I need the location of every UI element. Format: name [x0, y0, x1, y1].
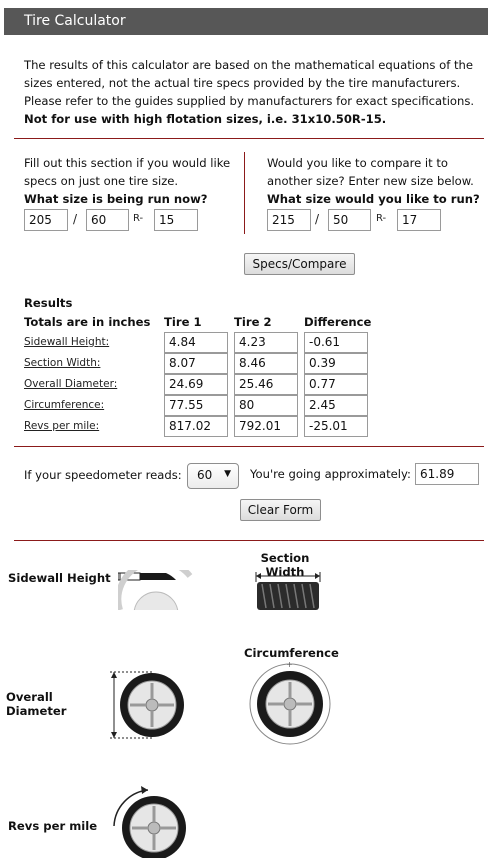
section-width-diagram [252, 572, 324, 612]
tire2-section [267, 154, 482, 208]
tire1-width-input[interactable]: 205 [24, 209, 68, 231]
page-title: Tire Calculator [4, 8, 488, 35]
divider [14, 138, 484, 139]
result-diff-field[interactable]: 0.39 [304, 353, 368, 374]
rim-prefix: R- [376, 213, 387, 224]
divider [14, 446, 484, 447]
result-tire2-field[interactable]: 8.46 [234, 353, 298, 374]
rim-prefix: R- [133, 213, 144, 224]
sidewall-height-label: Sidewall Height [8, 571, 111, 585]
tire1-ratio-input[interactable]: 60 [86, 209, 129, 231]
tire2-width-input[interactable]: 215 [267, 209, 311, 231]
result-diff-field[interactable]: -0.61 [304, 332, 368, 353]
tire1-rim-input[interactable]: 15 [154, 209, 198, 231]
section-width-label-line2: Width [265, 565, 305, 579]
result-diff-field[interactable]: -25.01 [304, 416, 368, 437]
result-tire1-field[interactable]: 4.84 [164, 332, 228, 353]
tire1-section [24, 154, 234, 208]
svg-text:+: + [286, 660, 293, 669]
revs-per-mile-label: Revs per mile [8, 819, 98, 833]
result-tire1-field[interactable]: 817.02 [164, 416, 228, 437]
separator: / [315, 212, 320, 226]
intro-description: The results of this calculator are based on the mathematical equations of the sizes entered, not the actual tire specs provided by the tire manufacturers. Please refer to the guides supplied by manufacturers for exact specifications. [24, 58, 475, 108]
result-row-label: Circumference: [24, 399, 105, 411]
overall-diameter-diagram [108, 670, 190, 740]
approx-speed-label: You're going approximately: [250, 467, 411, 481]
tire2-instructions: Would you like to compare it to another size? Enter new size below. [267, 156, 474, 188]
header-tire1: Tire 1 [164, 315, 202, 329]
results-title: Results [24, 296, 73, 310]
separator: / [73, 212, 78, 226]
section-width-label-line1: Section [260, 551, 310, 565]
result-tire2-field[interactable]: 792.01 [234, 416, 298, 437]
result-row-label: Revs per mile: [24, 420, 100, 432]
specs-compare-button[interactable]: Specs/Compare [244, 253, 355, 275]
result-tire1-field[interactable]: 24.69 [164, 374, 228, 395]
result-row-label: Section Width: [24, 357, 101, 369]
tire1-question: What size is being run now? [24, 192, 208, 206]
result-diff-field[interactable]: 0.77 [304, 374, 368, 395]
circumference-diagram [248, 660, 332, 746]
result-tire2-field[interactable]: 4.23 [234, 332, 298, 353]
column-divider [244, 152, 245, 234]
clear-form-button[interactable]: Clear Form [240, 499, 321, 521]
speedometer-label: If your speedometer reads: [24, 468, 182, 482]
tire2-rim-input[interactable]: 17 [397, 209, 441, 231]
result-row-label: Sidewall Height: [24, 336, 110, 348]
tire2-question: What size would you like to run? [267, 192, 480, 206]
header-tire2: Tire 2 [234, 315, 272, 329]
sidewall-height-diagram [118, 570, 198, 610]
approx-speed-field[interactable]: 61.89 [415, 463, 479, 485]
result-tire1-field[interactable]: 77.55 [164, 395, 228, 416]
speedometer-value: 60 [197, 468, 213, 482]
result-tire2-field[interactable]: 80 [234, 395, 298, 416]
speedometer-select[interactable] [187, 463, 239, 489]
overall-diameter-label-line1: Overall [6, 690, 53, 704]
revs-per-mile-diagram [108, 784, 192, 858]
chevron-down-icon: ▼ [224, 469, 231, 479]
intro-text [24, 56, 479, 128]
result-tire1-field[interactable]: 8.07 [164, 353, 228, 374]
tire2-ratio-input[interactable]: 50 [328, 209, 371, 231]
result-tire2-field[interactable]: 25.46 [234, 374, 298, 395]
header-difference: Difference [304, 315, 372, 329]
divider [14, 540, 484, 541]
overall-diameter-label [6, 690, 67, 718]
result-diff-field[interactable]: 2.45 [304, 395, 368, 416]
overall-diameter-label-line2: Diameter [6, 704, 67, 718]
header-totals: Totals are in inches [24, 315, 151, 329]
intro-warning: Not for use with high flotation sizes, i.e. 31x10.50R-15. [24, 112, 387, 126]
circumference-label: Circumference [244, 646, 339, 660]
tire1-instructions: Fill out this section if you would like specs on just one tire size. [24, 156, 231, 188]
result-row-label: Overall Diameter: [24, 378, 118, 390]
